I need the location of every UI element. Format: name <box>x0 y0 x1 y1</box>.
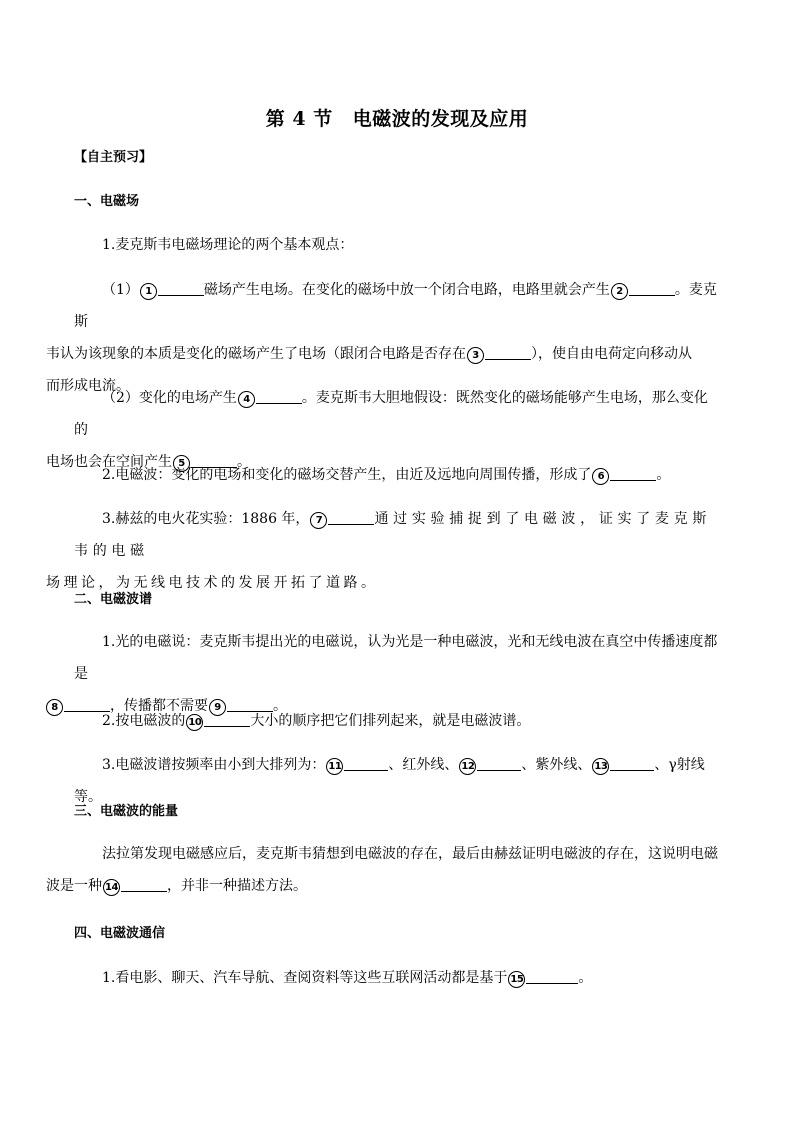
paragraph-1-1: 1.麦克斯韦电磁场理论的两个基本观点： <box>102 237 354 253</box>
marker-4: 4 <box>238 391 255 408</box>
blank-11[interactable] <box>344 756 388 771</box>
paragraph-1-3: （2）变化的电场产生 4 。麦克斯韦大胆地假设：既然变化的磁场能够产生电场，那么变化的 电场也会在空间产生 5 。 <box>46 390 708 470</box>
blank-1[interactable] <box>158 281 204 296</box>
marker-3: 3 <box>467 347 484 364</box>
section-heading-3: 三、电磁波的能量 <box>74 804 179 819</box>
page-title <box>0 104 794 131</box>
marker-1: 1 <box>140 283 157 300</box>
paragraph-1-5: 3.赫兹的电火花实验：1886 年， 7 通过实验捕捉到了电磁波，证实了麦克斯韦的电磁 场理论，为无线电技术的发展开拓了道路。 <box>46 511 712 591</box>
blank-14[interactable] <box>121 877 167 892</box>
blank-4[interactable] <box>256 389 302 404</box>
paragraph-2-3: 3.电磁波谱按频率由小到大排列为： 11 、红外线、 12 、紫外线、 13 、γ射线等。 <box>74 757 705 805</box>
paragraph-1-2: （1） 1 磁场产生电场。在变化的磁场中放一个闭合电路，电路里就会产生 2 。麦克斯 韦认为该现象的本质是变化的磁场产生了电场（跟闭合电路是否存在 3 ），使自由电荷定向移动从 而形成电流。 <box>46 282 717 394</box>
marker-6: 6 <box>592 468 609 485</box>
marker-12: 12 <box>459 758 476 775</box>
paragraph-2-1: 1.光的电磁说：麦克斯韦提出光的电磁说，认为光是一种电磁波，光和无线电波在真空中传播速度都是 8 ，传播都不需要 9 。 <box>74 626 720 722</box>
marker-7: 7 <box>310 512 327 529</box>
paragraph-4-1: 1.看电影、聊天、汽车导航、查阅资料等这些互联网活动都是基于 15 。 <box>102 970 593 986</box>
section-heading-4: 四、电磁波通信 <box>74 926 166 941</box>
section-number: 第 4 节 <box>265 108 333 130</box>
marker-14: 14 <box>103 879 120 896</box>
marker-11: 11 <box>326 758 343 775</box>
section-title: 电磁波的发现及应用 <box>352 108 529 130</box>
marker-2: 2 <box>611 283 628 300</box>
blank-6[interactable] <box>610 466 656 481</box>
blank-2[interactable] <box>629 281 675 296</box>
blank-10[interactable] <box>204 712 250 727</box>
blank-13[interactable] <box>610 756 654 771</box>
paragraph-1-4: 2.电磁波：变化的电场和变化的磁场交替产生，由近及远地向周围传播，形成了 6 。 <box>102 467 671 483</box>
marker-8: 8 <box>46 699 63 716</box>
paragraph-3-1: 法拉第发现电磁感应后，麦克斯韦猜想到电磁波的存在，最后由赫兹证明电磁波的存在，这说明电磁 波是一种 14 ，并非一种描述方法。 <box>46 846 718 894</box>
blank-3[interactable] <box>485 345 531 360</box>
section-heading-2: 二、电磁波谱 <box>74 592 153 607</box>
marker-15: 15 <box>508 971 525 988</box>
paragraph-2-2: 2.按电磁波的 10 大小的顺序把它们排列起来，就是电磁波谱。 <box>102 713 531 729</box>
marker-10: 10 <box>186 714 203 731</box>
section-heading-1: 一、电磁场 <box>74 194 140 209</box>
blank-15[interactable] <box>526 969 578 984</box>
blank-7[interactable] <box>328 510 374 525</box>
marker-9: 9 <box>209 699 226 716</box>
blank-12[interactable] <box>477 756 521 771</box>
marker-13: 13 <box>592 758 609 775</box>
marker-5: 5 <box>173 455 190 472</box>
preview-label: 【自主预习】 <box>74 150 153 165</box>
